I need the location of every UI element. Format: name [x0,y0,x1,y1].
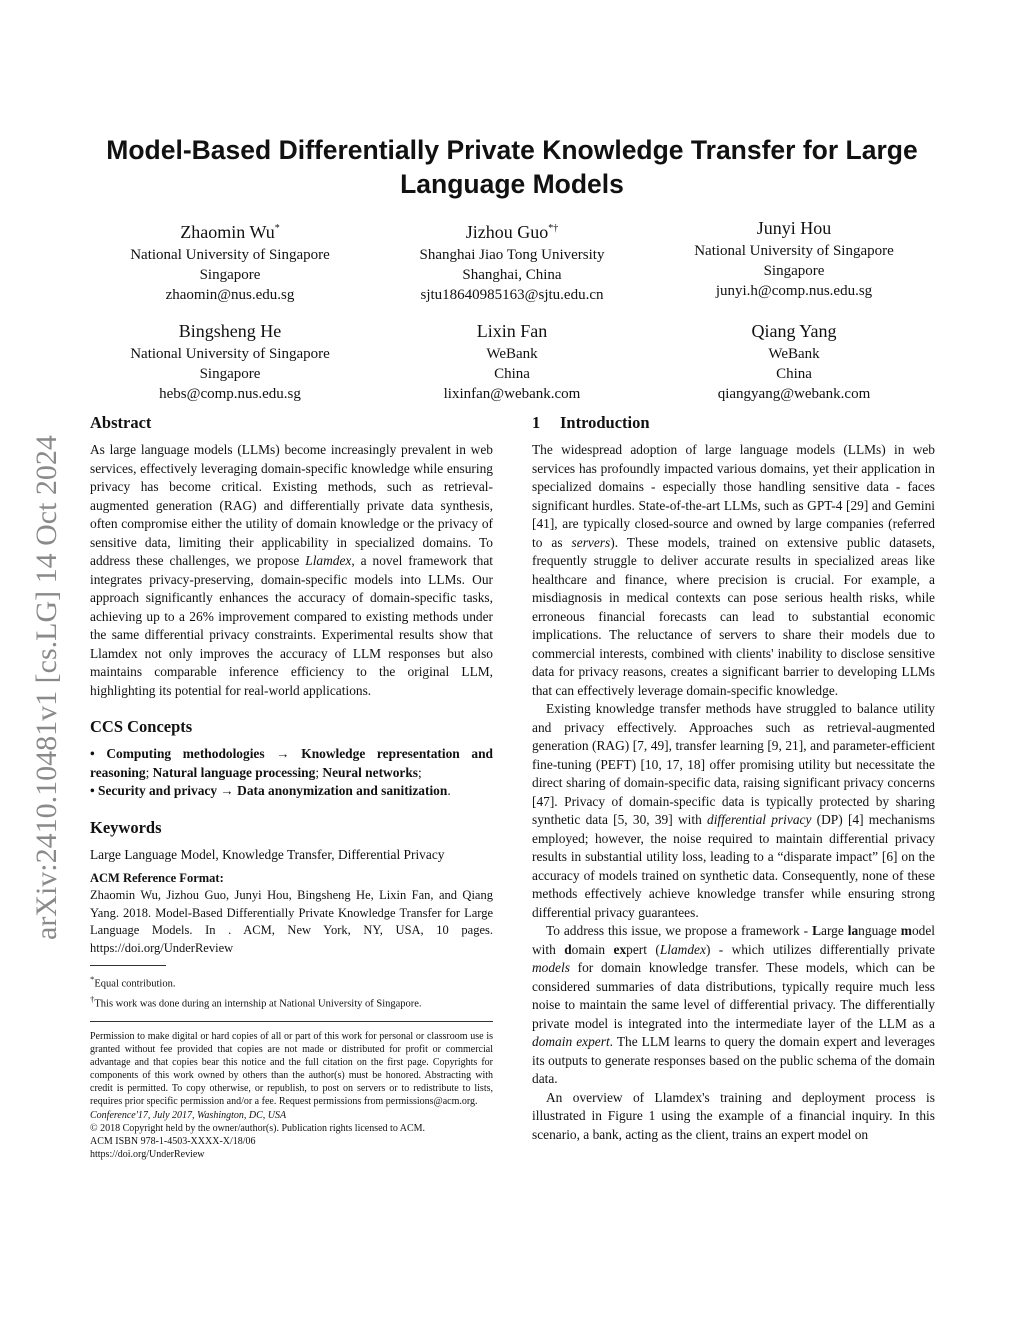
abstract-heading: Abstract [90,413,152,432]
footnote-equal-contribution: *Equal contribution. [90,974,176,990]
author-name: Lixin Fan [476,321,548,341]
author-name: Qiang Yang [751,321,837,341]
author-affiliation: Shanghai Jiao Tong University [419,247,605,263]
acm-reference-heading: ACM Reference Format: [90,871,224,885]
right-column [532,412,935,1144]
author-name: Junyi Hou [756,218,832,238]
author-location: China [494,366,530,382]
footnote-divider [90,965,166,966]
author-row-2 [90,319,934,404]
arxiv-identifier-text: arXiv:2410.10481v1 [cs.LG] 14 Oct 2024 [30,435,63,940]
author-email: zhaomin@nus.edu.sg [165,287,295,303]
author-location: Shanghai, China [462,267,562,283]
author-affiliation: WeBank [768,346,820,362]
permission-notice: Permission to make digital or hard copies of all or part of this work for personal or classroom use is granted without fee provided that copies are not made or distributed for profit or commercial advantage and that copies bear this notice and the full citation on the first page. Copyrights for components of this work owned by others than the author(s) must be honored. Abstracting with credit is permitted. To copy otherwise, or republish, to post on servers or to redistribute to lists, requires prior specific permission and/or a fee. Request permissions from permissions@acm.org. [90,1031,493,1108]
author-location: Singapore [763,263,825,279]
arxiv-identifier [14,360,74,940]
author-email: lixinfan@webank.com [443,386,581,402]
introduction-heading: 1 Introduction [532,413,650,432]
author-affiliation: National University of Singapore [130,247,330,263]
author-card [90,319,370,404]
author-affiliation: WeBank [486,346,538,362]
abstract-text: As large language models (LLMs) become increasingly prevalent in web services, effectively leveraging domain-specific knowledge while ensuring privacy has become critical. Existing methods, such as retrieval-augmented generation (RAG) and differentially private data synthesis, often compromise either the utility of domain knowledge or the privacy of sensitive data, limiting their applicability in specialized domains. To address these challenges, we propose Llamdex, a novel framework that integrates privacy-preserving, domain-specific models into LLMs. Our approach significantly enhances the accuracy of domain-specific tasks, achieving up to a 26% improvement compared to existing methods under the same differential privacy constraints. Experimental results show that Llamdex not only improves the accuracy of LLM responses but also maintains comparable inference efficiency to the original LLM, highlighting its potential for real-world applications. [90,442,493,698]
author-name: Bingsheng He [178,321,282,341]
author-block [90,216,934,418]
author-email: junyi.h@comp.nus.edu.sg [715,283,873,299]
intro-paragraph-4: An overview of Llamdex's training and deployment process is illustrated in Figure 1 using the example of a financial inquiry. In this scenario, a bank, acting as the client, trains an expert model on [532,1089,935,1142]
intro-paragraph-1: The widespread adoption of large language models (LLMs) in web services has profoundly impacted various domains, yet their application in specialized domains - especially those handling sensitive data - faces significant hurdles. State-of-the-art LLMs, such as GPT-4 [29] and Gemini [41], are typically closed-source and owned by large companies (referred to as servers). These models, trained on extensive public datasets, frequently struggle to deliver accurate results in specialized areas like healthcare and finance, where precision is crucial. For example, a misdiagnosis in medical contexts can pose serious health risks, while erroneous financial forecasts can lead to substantial economic implications. The reluctance of servers to share their models due to commercial interests, combined with clients' inability to disclose sensitive data for privacy reasons, creates a significant barrier to developing LLMs that can effectively leverage domain-specific knowledge. [532,442,936,698]
copyright-line: © 2018 Copyright held by the owner/author(s). Publication rights licensed to ACM. [90,1122,426,1134]
author-email: sjtu18640985163@sjtu.edu.cn [420,287,604,303]
footnote-internship: †This work was done during an internship at National University of Singapore. [90,993,422,1009]
acm-reference-text: Zhaomin Wu, Jizhou Guo, Junyi Hou, Bingsheng He, Lixin Fan, and Qiang Yang. 2018. Model-Based Differentially Private Knowledge Transfer for Large Language Models. In . ACM, New York, NY, USA, 10 pages. https://doi.org/UnderReview [90,888,493,955]
keywords-heading: Keywords [90,817,162,837]
author-name: Jizhou Guo*† [465,222,559,242]
paper-title: Model-Based Differentially Private Knowledge Transfer for Large Language Models [106,135,918,199]
intro-paragraph-2: Existing knowledge transfer methods have struggled to balance utility and privacy effectively. Approaches such as retrieval-augmented generation (RAG) [7, 49], transfer learning [9, 21], and parameter-efficient fine-tuning (PEFT) [10, 17, 18] offer promising utility but necessitate the direct sharing of domain-specific data, raising significant privacy concerns [47]. Privacy of domain-specific data is typically protected by sharing synthetic data [5, 30, 39] with differential privacy (DP) [4] mechanisms employed; however, the noise required to maintain differential privacy results in substantial utility loss, leading to a “disparate impact” [6] on the accuracy of models trained on synthetic data. Consequently, none of these methods effectively achieve knowledge transfer while ensuring strong differential privacy guarantees. [532,701,935,920]
author-row-1 [90,216,934,305]
author-name: Zhaomin Wu* [180,222,280,242]
author-email: qiangyang@webank.com [717,386,871,402]
ccs-heading: CCS Concepts [90,717,193,736]
author-card [372,319,652,404]
author-location: China [776,366,812,382]
author-affiliation: National University of Singapore [694,243,894,259]
keywords-text: Large Language Model, Knowledge Transfer, Differential Privacy [90,846,445,862]
doi-line: https://doi.org/UnderReview [90,1148,205,1160]
intro-paragraph-3: To address this issue, we propose a framework - Large language model with domain expert (Llamdex) - which utilizes differentially private models for domain knowledge transfer. These models, which can be considered summaries of data distributions, typically require much less noise to maintain the same level of differential privacy. The differentially private model is integrated into the intermediate layer of the LLM as a domain expert. The LLM learns to query the domain expert and leverages its outputs to generate responses based on the public schema of the domain data. [532,923,935,1086]
author-card [654,319,934,404]
author-affiliation: National University of Singapore [130,346,330,362]
permission-divider [90,1021,493,1022]
author-email: hebs@comp.nus.edu.sg [159,386,301,402]
author-location: Singapore [199,267,261,283]
conference-line: Conference'17, July 2017, Washington, DC, USA [90,1109,287,1121]
author-location: Singapore [199,366,261,382]
isbn-line: ACM ISBN 978-1-4503-XXXX-X/18/06 [90,1135,256,1147]
author-card [90,216,370,305]
left-column [90,412,493,1161]
author-card [654,216,934,305]
author-card [372,216,652,305]
ccs-concepts: • Computing methodologies → Knowledge representation and reasoning; Natural language processing; Neural networks; • Security and privacy → Data anonymization and sanitization. [90,746,493,798]
